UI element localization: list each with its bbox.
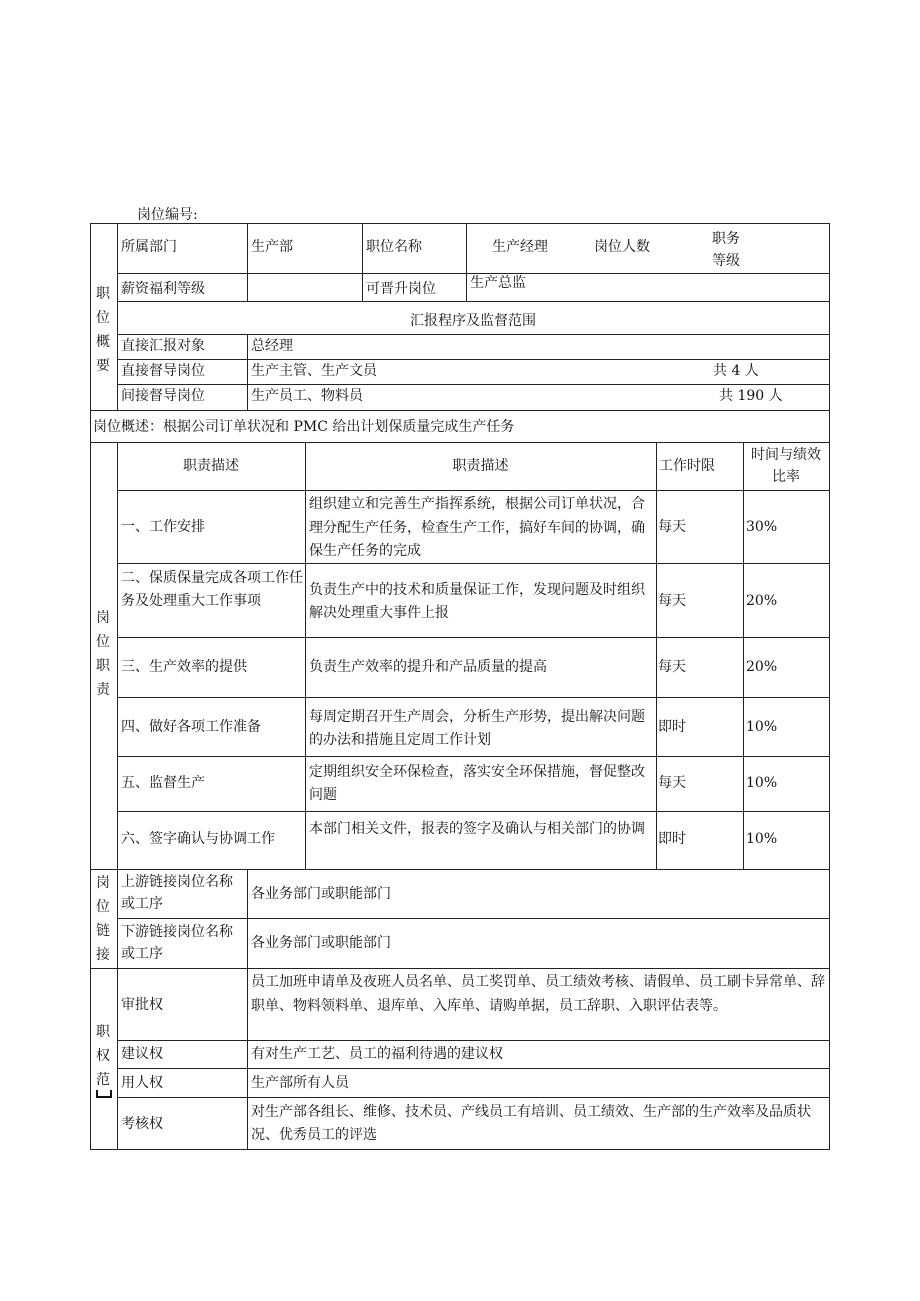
promotion-label: 可晋升岗位 <box>366 281 436 297</box>
indirect-sup-count: 共 190 人 <box>719 388 783 404</box>
direct-sup-label: 直接督导岗位 <box>121 363 205 379</box>
duty-desc: 本部门相关文件，报表的签字及确认与相关部门的协调 <box>309 821 645 837</box>
duty-desc: 负责生产效率的提升和产品质量的提高 <box>309 659 547 675</box>
duty-title: 二、保质保量完成各项工作任务及处理重大工作事项 <box>121 570 303 609</box>
title-label: 职位名称 <box>366 239 422 255</box>
duty-title: 四、做好各项工作准备 <box>121 719 261 735</box>
duty-limit: 即时 <box>658 719 686 735</box>
duties-section-label: 岗 位 职 责 <box>96 610 110 698</box>
hire-value: 生产部所有人员 <box>251 1075 349 1091</box>
assess-value: 对生产部各组长、维修、技术员、产线员工有培训、员工绩效、生产部的生产效率及品质状况、优秀员工的评选 <box>251 1104 811 1143</box>
duty-title: 一、工作安排 <box>121 519 205 535</box>
duty-desc: 每周定期召开生产周会，分析生产形势，提出解决问题的办法和措施且定周工作计划 <box>309 709 645 748</box>
approve-label: 审批权 <box>121 997 163 1013</box>
duty-header-col2: 职责描述 <box>452 458 509 474</box>
duty-title: 六、签字确认与协调工作 <box>121 831 275 847</box>
job-code-label: 岗位编号: <box>137 207 198 223</box>
duty-title: 五、监督生产 <box>121 775 205 791</box>
summary-text: 岗位概述：根据公司订单状况和 PMC 给出计划保质量完成生产任务 <box>93 419 515 435</box>
assess-label: 考核权 <box>121 1116 163 1132</box>
duty-ratio: 20% <box>746 659 778 675</box>
duty-desc: 组织建立和完善生产指挥系统，根据公司订单状况，合理分配生产任务，检查生产工作，搞好车间的协调，确保生产任务的完成 <box>309 496 645 559</box>
duty-ratio: 10% <box>746 719 778 735</box>
overview-section-label: 职 位 概 要 <box>96 286 110 374</box>
duty-header-col4: 时间与绩效 比率 <box>751 447 821 485</box>
duty-ratio: 10% <box>746 831 778 847</box>
direct-sup-value: 生产主管、生产文员 <box>251 363 377 379</box>
upstream-value: 各业务部门或职能部门 <box>251 886 391 902</box>
duty-ratio: 30% <box>746 519 778 535</box>
approve-value: 员工加班申请单及夜班人员名单、员工奖罚单、员工绩效考核、请假单、员工刷卡异常单、辞职单、物料领料单、退库单、入库单、请购单据，员工辞职、入职评估表等。 <box>251 974 825 1014</box>
duty-desc: 负责生产中的技术和质量保证工作，发现问题及时组织解决处理重大事件上报 <box>309 582 645 621</box>
duty-header-col3: 工作时限 <box>659 458 715 474</box>
authority-section-label: 职 权 范 <box>96 1024 110 1088</box>
salary-label: 薪资福利等级 <box>121 281 205 297</box>
duty-ratio: 10% <box>746 775 778 791</box>
hire-label: 用人权 <box>121 1075 163 1091</box>
dept-label: 所属部门 <box>121 239 177 255</box>
title-value: 生产经理 <box>492 239 548 255</box>
suggest-label: 建议权 <box>121 1046 163 1062</box>
downstream-value: 各业务部门或职能部门 <box>251 935 391 951</box>
bracket-mark <box>96 1090 112 1098</box>
duty-header-col1: 职责描述 <box>183 458 239 474</box>
headcount-label: 岗位人数 <box>594 239 650 255</box>
indirect-sup-label: 间接督导岗位 <box>121 388 205 404</box>
duty-desc: 定期组织安全环保检查，落实安全环保措施，督促整改问题 <box>309 764 645 803</box>
duty-limit: 每天 <box>658 659 686 675</box>
duty-limit: 每天 <box>658 593 686 609</box>
direct-report-label: 直接汇报对象 <box>121 338 205 354</box>
promotion-value: 生产总监 <box>470 275 526 291</box>
direct-report-value: 总经理 <box>251 338 293 354</box>
grade-label: 职务 等级 <box>712 231 740 269</box>
suggest-value: 有对生产工艺、员工的福利待遇的建议权 <box>251 1046 503 1062</box>
direct-sup-count: 共 4 人 <box>713 363 759 379</box>
duty-limit: 即时 <box>658 831 686 847</box>
dept-value: 生产部 <box>251 239 293 255</box>
links-section-label: 岗 位 链 接 <box>96 875 110 963</box>
indirect-sup-value: 生产员工、物料员 <box>251 388 363 404</box>
duty-ratio: 20% <box>746 593 778 609</box>
downstream-label: 下游链接岗位名称或工序 <box>121 924 233 962</box>
duty-title: 三、生产效率的提供 <box>121 659 247 675</box>
duty-limit: 每天 <box>658 519 686 535</box>
report-header: 汇报程序及监督范围 <box>410 313 536 329</box>
upstream-label: 上游链接岗位名称或工序 <box>121 874 233 912</box>
duty-limit: 每天 <box>658 775 686 791</box>
